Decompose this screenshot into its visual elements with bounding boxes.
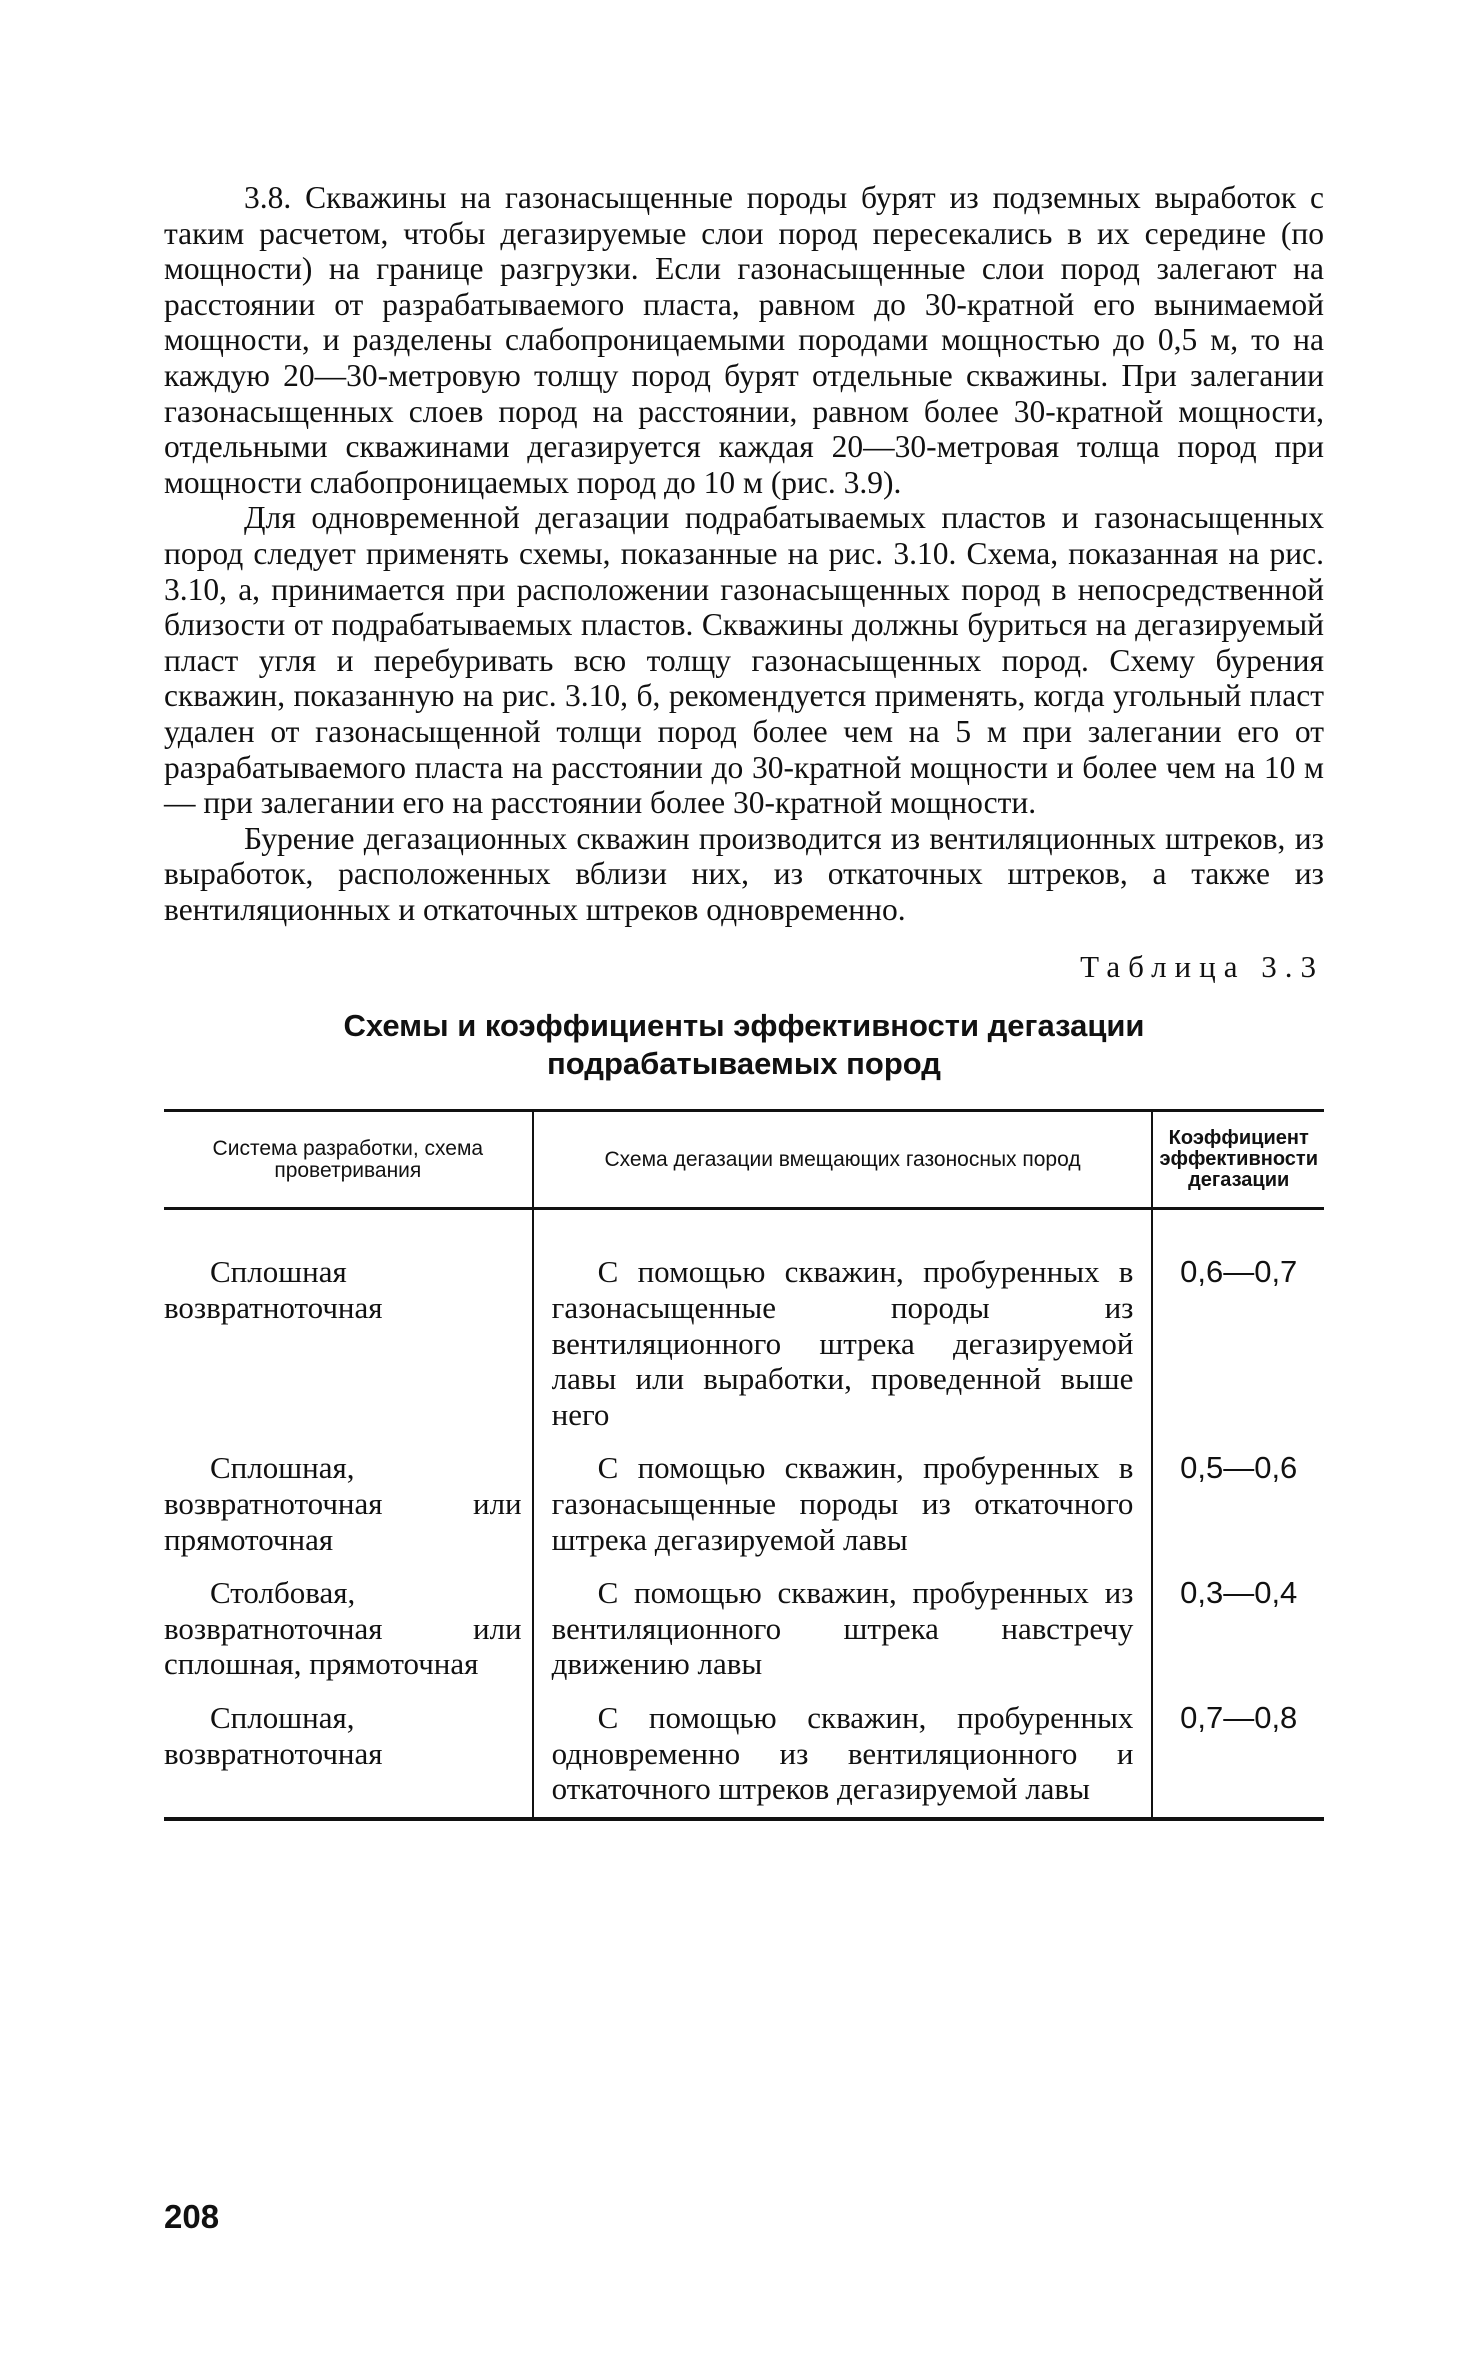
cell-scheme-text: С помощью скважин, пробуренных в газонасыщенные породы из откаточного штрека дегазируемой лавы	[551, 1450, 1134, 1557]
table-row	[164, 1442, 1324, 1567]
header-coefficient: Коэффициент эффективности дегазации	[1152, 1111, 1324, 1209]
table-title-line-2: подрабатываемых пород	[547, 1046, 941, 1082]
cell-scheme-text: С помощью скважин, пробуренных из вентиляционного штрека навстречу движению лавы	[551, 1575, 1134, 1682]
table-title-line-1: Схемы и коэффициенты эффективности дегазации	[343, 1008, 1145, 1044]
paragraph-simultaneous-degassing: Для одновременной дегазации подрабатываемых пластов и газонасыщенных пород следует применять схемы, показанные на рис. 3.10. Схема, показанная на рис. 3.10, а, принимается при расположении газонасыщенных пород в непосредственной близости от подрабатываемых пластов. Скважины должны буриться на дегазируемый пласт угля и перебуривать всю толщу газонасыщенных пород. Схему бурения скважин, показанную на рис. 3.10, б, рекомендуется применять, когда угольный пласт удален от газонасыщенной толщи пород более чем на 5 м при залегании его от разрабатываемого пласта на расстоянии до 30-кратной мощности и более чем на 10 м — при залегании его на расстоянии более 30-кратной мощности.	[164, 500, 1324, 821]
table-row	[164, 1209, 1324, 1442]
header-system: Система разработки, схема проветривания	[164, 1111, 533, 1209]
cell-scheme	[533, 1567, 1153, 1692]
cell-coefficient: 0,3—0,4	[1180, 1575, 1298, 1611]
cell-coefficient: 0,6—0,7	[1180, 1254, 1298, 1290]
table-label: Таблица 3.3	[1080, 949, 1324, 985]
page-number: 208	[164, 2198, 220, 2235]
degassing-table	[164, 1109, 1324, 1820]
cell-coefficient: 0,7—0,8	[1180, 1700, 1298, 1735]
cell-system	[164, 1209, 533, 1442]
page-body	[164, 180, 1324, 1821]
cell-scheme	[533, 1442, 1153, 1567]
cell-scheme-text: С помощью скважин, пробуренных одновременно из вентиляционного и откаточного штреков дегазируемой лавы	[551, 1700, 1134, 1807]
cell-system-text: Столбовая, возвратноточная или сплошная, прямоточная	[164, 1575, 522, 1682]
table-row	[164, 1692, 1324, 1819]
cell-scheme	[533, 1209, 1153, 1442]
cell-system	[164, 1442, 533, 1567]
cell-scheme	[533, 1692, 1153, 1819]
cell-system-text: Сплошная возвратноточная	[164, 1254, 383, 1326]
cell-system-text: Сплошная, возвратноточная или прямоточная	[164, 1450, 522, 1557]
table-header-row	[164, 1111, 1324, 1209]
table-title	[164, 1007, 1324, 1083]
paragraph-3-8: 3.8. Скважины на газонасыщенные породы бурят из подземных выработок с таким расчетом, чтобы дегазируемые слои пород пересекались в их середине (по мощности) на границе разгрузки. Если газонасыщенные слои пород залегают на расстоянии от разрабатываемого пласта, равном до 30-кратной его вынимаемой мощности, и разделены слабопроницаемыми породами мощностью до 0,5 м, то на каждую 20—30-метровую толщу пород бурят отдельные скважины. При залегании газонасыщенных слоев пород на расстоянии, равном более 30-кратной мощности, отдельными скважинами дегазируется каждая 20—30-метровая толща пород при мощности слабопроницаемых пород до 10 м (рис. 3.9).	[164, 180, 1324, 500]
cell-scheme-text: С помощью скважин, пробуренных в газонасыщенные породы из вентиляционного штрека дегазируемой лавы или выработки, проведенной выше него	[551, 1254, 1134, 1432]
cell-system	[164, 1692, 533, 1819]
cell-coefficient: 0,5—0,6	[1180, 1450, 1298, 1486]
cell-system-text: Сплошная, возвратноточная	[164, 1700, 383, 1771]
header-scheme: Схема дегазации вмещающих газоносных пород	[533, 1111, 1153, 1209]
cell-system	[164, 1567, 533, 1692]
paragraph-drilling: Бурение дегазационных скважин производится из вентиляционных штреков, из выработок, расположенных вблизи них, из откаточных штреков, а также из вентиляционных и откаточных штреков одновременно.	[164, 820, 1324, 927]
table-row	[164, 1567, 1324, 1692]
